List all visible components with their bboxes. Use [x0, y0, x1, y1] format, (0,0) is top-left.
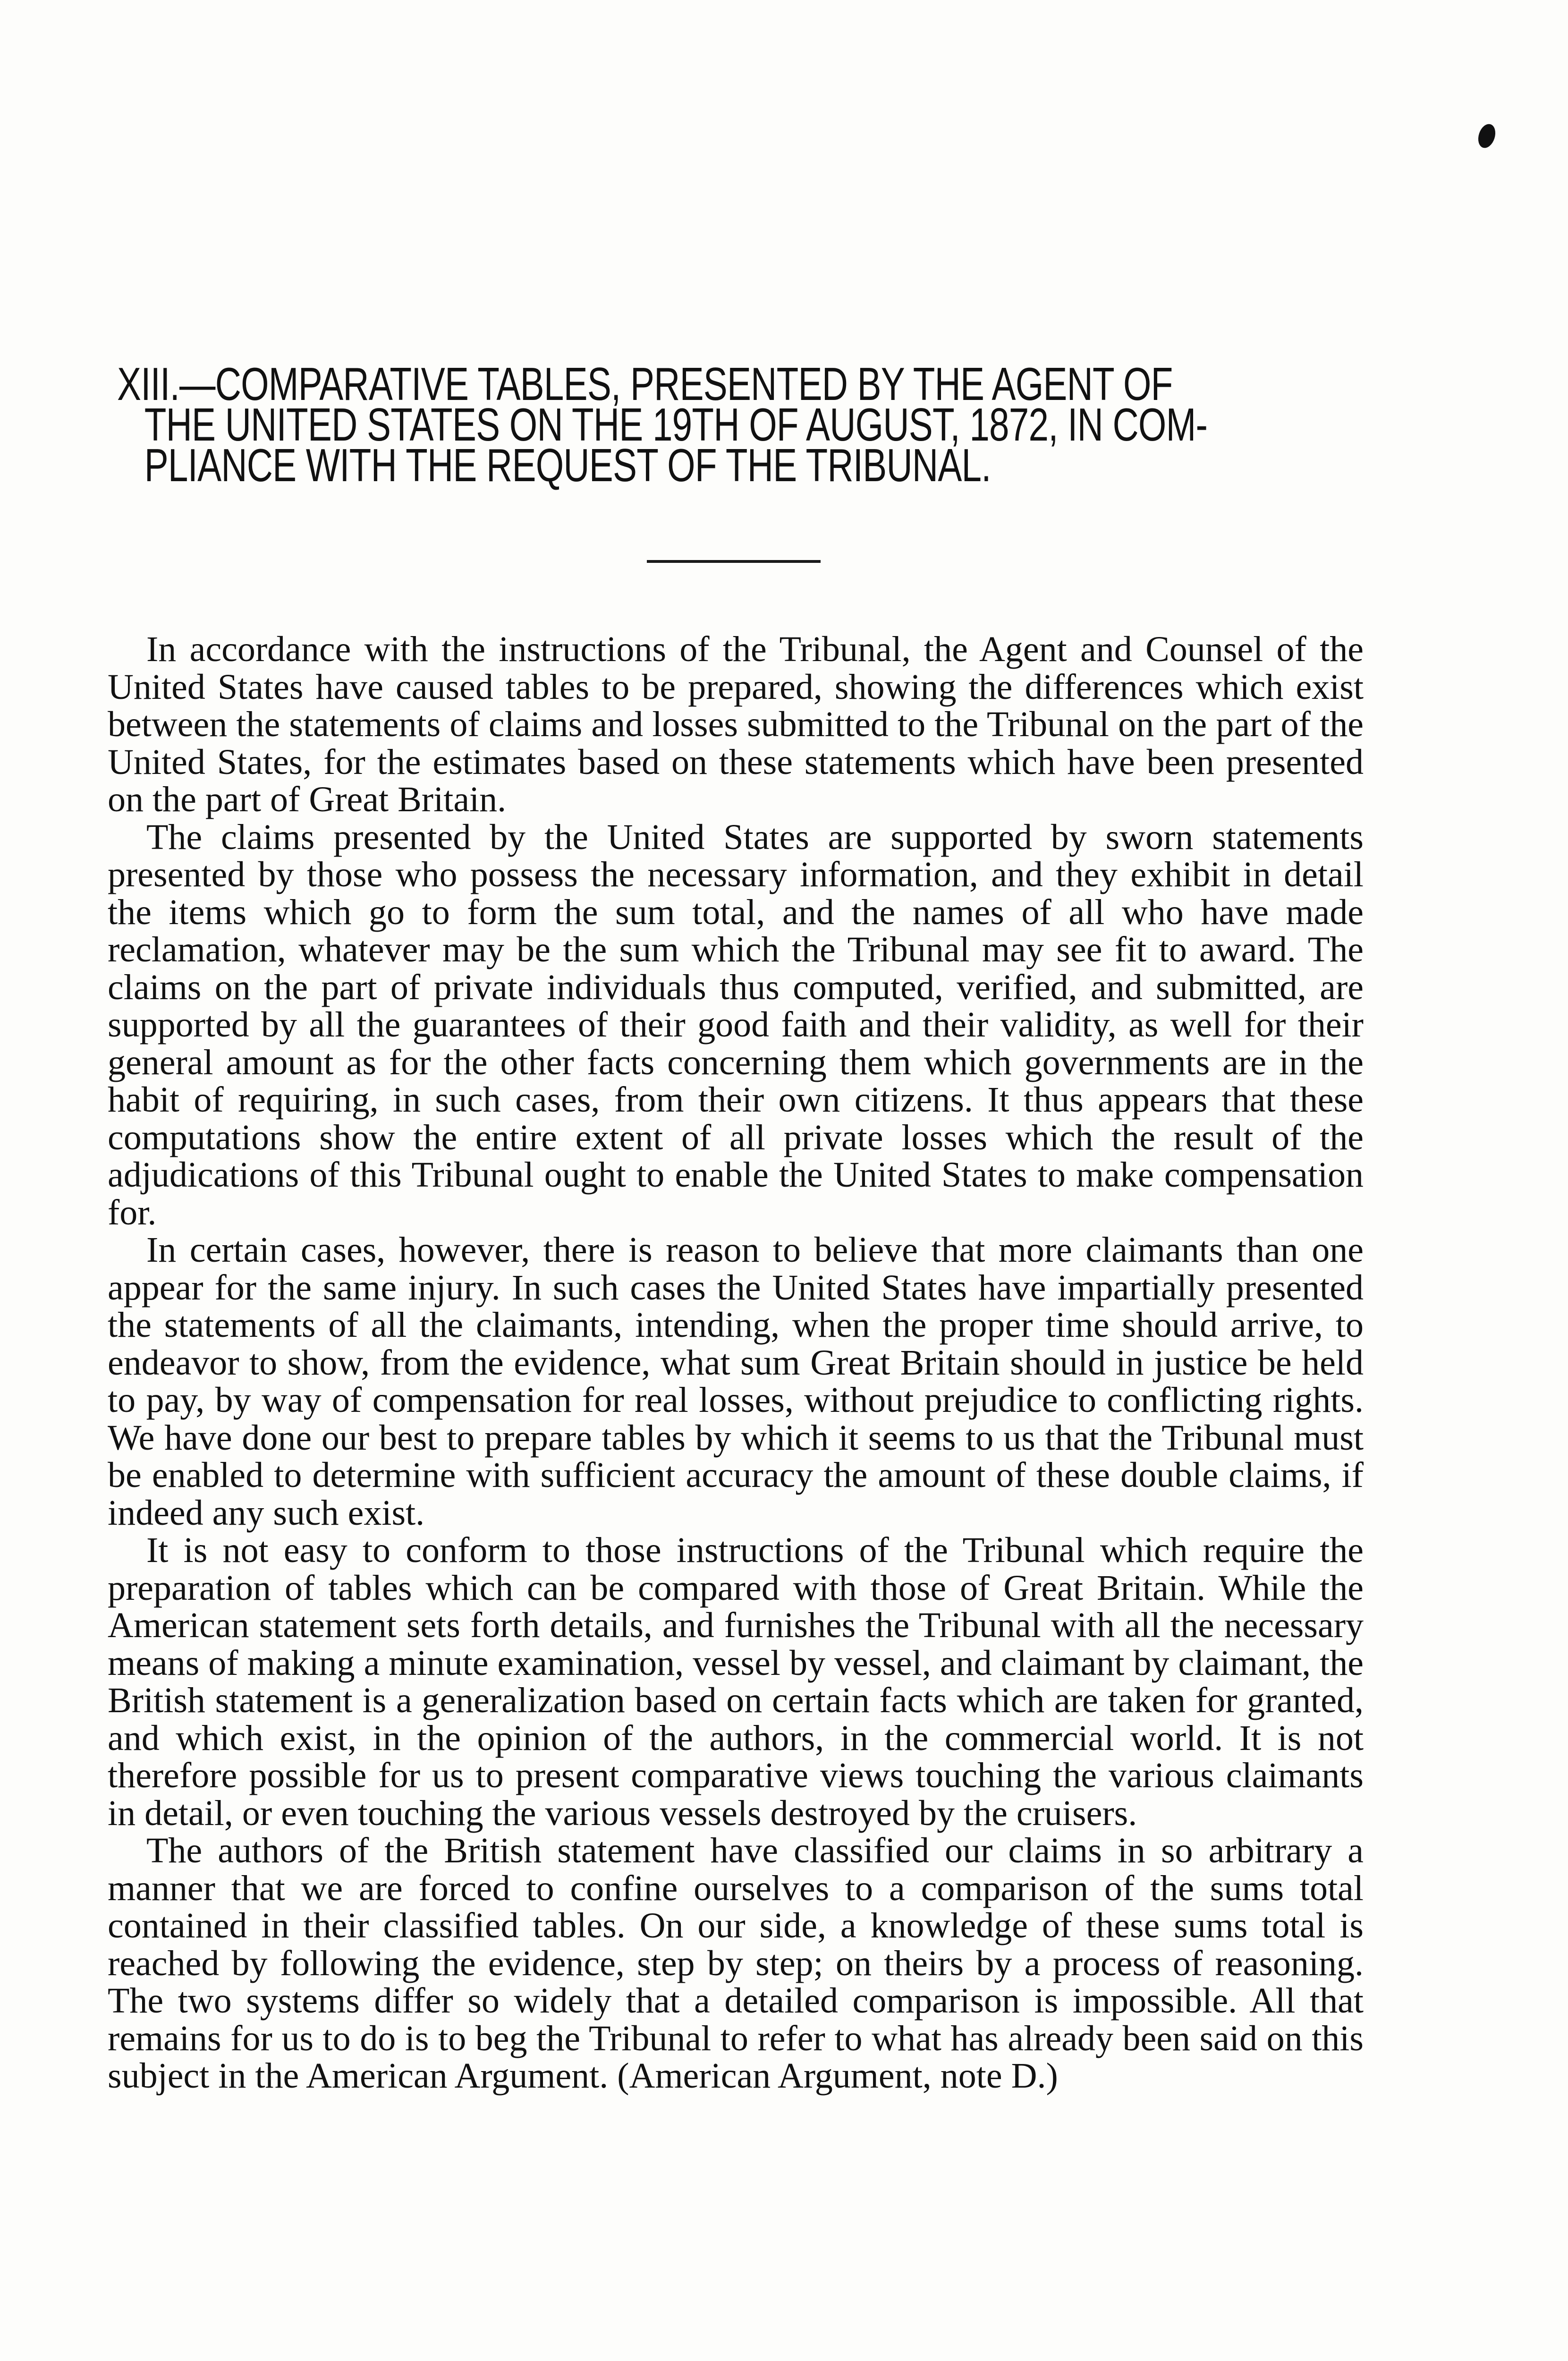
paragraph: It is not easy to conform to those instructions of the Tribunal which require the preparation of tables which can be compared with those of Great Britain. While the American statement sets forth details, and furnishes the Tribunal with all the necessary means of making a minute examination, vessel by vessel, and claimant by claimant, the British statement is a generalization based on certain facts which are taken for granted, and which exist, in the opinion of the authors, in the commercial world. It is not therefore possible for us to present comparative views touching the various claimants in detail, or even touching the various vessels destroyed by the cruisers. — [108, 1530, 1364, 1833]
paragraph: The authors of the British statement have classified our claims in so arbitrary a manner that we are forced to confine ourselves to a comparison of the sums total contained in their classified tables. On our side, a knowledge of these sums total is reached by following the evidence, step by step; on theirs by a process of reasoning. The two systems differ so widely that a detailed comparison is impossible. All that remains for us to do is to beg the Tribunal to refer to what has already been said on this subject in the American Argument. (American Argument, note D.) — [108, 1831, 1364, 2096]
paragraph: In certain cases, however, there is reason to believe that more claimants than one appear for the same injury. In such cases the United States have impartially presented the statements of all the claimants, intending, when the proper time should arrive, to endeavor to show, from the evidence, what sum Great Britain should in justice be held to pay, by way of compensation for real losses, without prejudice to conflicting rights. We have done our best to prepare tables by which it seems to us that the Tribunal must be enabled to determine with sufficient accuracy the amount of these double claims, if indeed any such exist. — [108, 1230, 1364, 1533]
section-divider — [647, 560, 821, 563]
paragraph: The claims presented by the United States are supported by sworn statements presented by those who possess the necessary information, and they exhibit in detail the items which go to form the sum total, and the names of all who have made reclamation, whatever may be the sum which the Tribunal may see fit to award. The claims on the part of private individuals thus computed, verified, and submitted, are supported by all the guarantees of their good faith and their validity, as well for their general amount as for the other facts concerning them which governments are in the habit of requiring, in such cases, from their own citizens. It thus appears that these computations show the entire extent of all private losses which the result of the adjudications of this Tribunal ought to enable the United States to make compensation for. — [108, 817, 1364, 1232]
section-heading — [117, 358, 1208, 491]
heading-line-1: XIII.—COMPARATIVE TABLES, PRESENTED BY THE AGENT OF — [117, 358, 1173, 410]
heading-line-3: PLIANCE WITH THE REQUEST OF THE TRIBUNAL. — [144, 439, 991, 491]
body-text — [108, 631, 1364, 2095]
ink-spot — [1475, 122, 1498, 150]
paragraph: In accordance with the instructions of the Tribunal, the Agent and Counsel of the United States have caused tables to be prepared, showing the differences which exist between the statements of claims and losses submitted to the Tribunal on the part of the United States, for the estimates based on these statements which have been presented on the part of Great Britain. — [108, 629, 1364, 819]
heading-line-2: THE UNITED STATES ON THE 19TH OF AUGUST, 1872, IN COM- — [144, 399, 1208, 450]
